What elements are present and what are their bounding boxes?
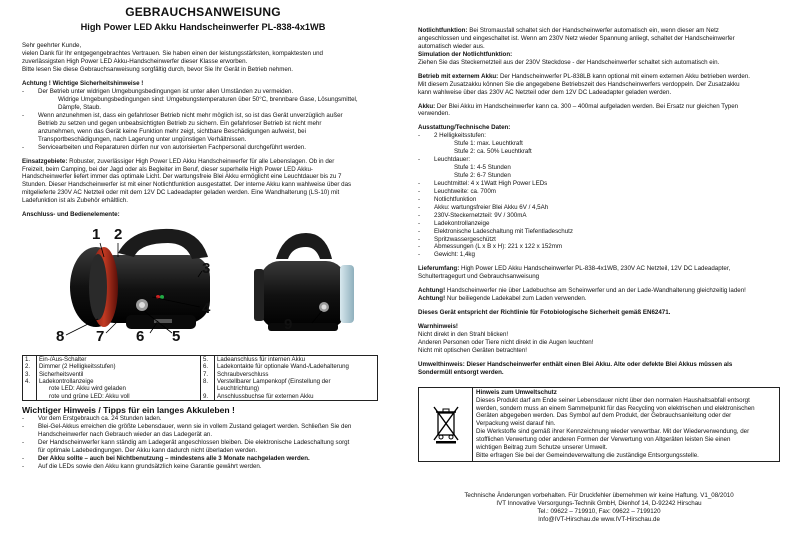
tip-item: - Vor dem Erstgebrauch ca. 24 Stunden laden. xyxy=(22,415,162,423)
intro-salutation: Sehr geehrter Kunde, xyxy=(22,42,82,50)
list-item: - Ladekontrollanzeige xyxy=(418,219,490,227)
callout-7: 7 xyxy=(96,328,105,346)
usage-line: Freizeit, beim Camping, bei der Jagd oder als Begleiter im Beruf, dieser superhelle High Power LED Akku- xyxy=(22,165,313,173)
list-item-sub: Stufe 1: max. Leuchtkraft xyxy=(454,140,523,148)
footer-line: Tel.: 09622 – 719910, Fax: 09622 – 7199120 xyxy=(537,507,661,515)
environment-box-text: Hinweis zum Umweltschutz Dieses Produkt darf am Ende seiner Lebensdauer nicht über den normalen Haushaltsabfall entsorgt werden, sondern muss an einem Sammelpunkt für das Recycling von elektrischen und elektronischen Geräten abgegeben werden. Das Symbol auf dem Produkt, der Gebrauchsanleitung oder der Verpackung weist darauf hin. Die Werkstoffe sind gemäß ihrer Kennzeichnung wieder verwertbar. Mit der Wiederverwendung, der stofflichen Verwertung oder anderen Formen der Verwertung von Altgeräten leisten Sie einen wichtigen Beitrag zum Schutze unserer Umwelt. Bitte erfragen Sie bei der Gemeindeverwaltung die zuständige Entsorgungsstelle. xyxy=(473,388,779,461)
norm-statement: Dieses Gerät entspricht der Richtlinie für Fotobiologische Sicherheit gemäß EN62471. xyxy=(418,309,671,317)
environment-paragraph: Umwelthinweis: Dieser Handscheinwerfer enthält einen Blei Akku. Alte oder defekte Blei Akkus müssen als xyxy=(418,360,733,368)
page-title: GEBRAUCHSANWEISUNG xyxy=(125,5,281,19)
parts-table xyxy=(22,355,378,401)
delivery-line: Schultertragegurt und Gebrauchsanweisung xyxy=(418,273,540,281)
list-item: - Akku: wartungsfreier Blei Akku 6V / 4,5Ah xyxy=(418,203,549,211)
emergency-paragraph: Notlichtfunktion: Bei Stromausfall schaltet sich der Handscheinwerfer automatisch ein, wenn dieser am Netz xyxy=(418,27,719,34)
callout-3: 3 xyxy=(202,260,211,278)
list-item: - Abmessungen (L x B x H): 221 x 122 x 152mm xyxy=(418,243,563,251)
delivery-paragraph: Lieferumfang: High Power LED Akku Handscheinwerfer PL-838-4x1WB, 230V AC Netzteil, 12V DC Ladeadapter, xyxy=(418,265,731,273)
attention-1: Achtung! Handscheinwerfer nie über Ladebuchse am Scheinwerfer und an der Lade-Wandhalterung gleichzeitig laden! xyxy=(418,287,746,295)
battery-line: verwenden. xyxy=(418,110,450,118)
list-item: - Gewicht: 1,4kg xyxy=(418,251,475,259)
attention-2: Achtung! Nur beiliegende Ladekabel zum Laden verwenden. xyxy=(418,295,587,303)
safety-item: - Der Betrieb unter widrigen Umgebungsbedingungen ist unter allen Umständen zu vermeiden. xyxy=(22,88,294,96)
lamp-side-view xyxy=(254,233,354,331)
footer-line: Technische Änderungen vorbehalten. Für Druckfehler übernehmen wir keine Haftung. V1_08/2010 xyxy=(464,492,734,500)
external-battery-line: kann wahlweise über das 230V AC Netzteil oder dem 12V DC Ladeadapter geladen werden. xyxy=(418,88,672,96)
list-item: - 230V-Steckernetzteil: 9V / 300mA xyxy=(418,211,527,219)
intro-line: vielen Dank für Ihr entgegengebrachtes Vertrauen. Sie haben einen der leistungsstärksten, kompaktesten und xyxy=(22,50,323,58)
safety-item-line: anzunehmen, wenn das Gerät keine Funktion mehr zeigt, sichtbare Beschädigungen aufweist, bei xyxy=(38,127,306,135)
list-item-sub: Stufe 2: 6-7 Stunden xyxy=(454,172,511,179)
list-item-sub: Stufe 1: 4-5 Stunden xyxy=(454,164,511,172)
lamp-illustration xyxy=(22,223,382,341)
part-cell-left-text: Ein-/Aus-Schalter Dimmer (2 Helligkeitsstufen) Sicherheitsventil Ladekontrollanzeige rote LED: Akku wird geladen rote und grüne LED: Akku voll xyxy=(37,356,201,401)
usage-line: Handscheinwerfer liefert immer das optimale Licht. Der wartungsfreie Blei Akku ermöglicht eine Leuchtdauer bis zu 7 xyxy=(22,173,342,181)
tip-item-line: Handscheinwerfer nach Gebrauch wieder an das Ladegerät an. xyxy=(38,431,213,439)
page-subtitle: High Power LED Akku Handscheinwerfer PL-838-4x1WB xyxy=(80,21,326,32)
spec-list xyxy=(418,132,780,259)
simulation-line: Ziehen Sie das Steckernetzteil aus der 230V Steckdose - der Handscheinwerfer schaltet sich automatisch ein. xyxy=(418,58,720,66)
callout-4: 4 xyxy=(202,300,211,318)
safety-heading: Achtung ! Wichtige Sicherheitshinweise ! xyxy=(22,80,144,88)
list-item: - Notlichtfunktion xyxy=(418,195,477,203)
list-item: - Leuchtmittel: 4 x 1Watt High Power LEDs xyxy=(418,179,548,187)
callout-2: 2 xyxy=(114,226,123,244)
safety-item-line: Transportbeschädigungen, nach Lagerung unter ungünstigen Verhältnissen. xyxy=(38,135,247,143)
list-item-sub: Stufe 2: ca. 50% Leuchtkraft xyxy=(454,148,532,156)
usage-paragraph: Einsatzgebiete: Robuster, zuverlässiger High Power LED Akku Handscheinwerfer für alle Lebenslagen. Ob in der xyxy=(22,157,335,165)
lamp-front-view xyxy=(70,229,210,329)
safety-item: - Wenn anzunehmen ist, dass ein gefahrloser Betrieb nicht mehr möglich ist, so ist das Gerät unverzüglich außer xyxy=(22,111,343,119)
tip-item: - Auf die LEDs sowie den Akku kann grundsätzlich keine Garantie gewährt werden. xyxy=(22,462,262,470)
weee-bin-icon xyxy=(419,388,473,461)
spec-heading: Ausstattung/Technische Daten: xyxy=(418,124,511,132)
usage-line: mitgelieferte 230V AC Netzteil oder mit dem 12V DC Ladeadapter geladen werden. Eine Wandhalterung (LS-10) mit xyxy=(22,189,340,197)
left-column xyxy=(22,6,384,471)
warning-line: Anderen Personen oder Tiere nicht direkt in die Augen leuchten! xyxy=(418,338,594,346)
warning-line: Nicht mit optischen Geräten betrachten! xyxy=(418,346,528,354)
safety-item-line: Dämpfe, Staub. xyxy=(58,103,101,111)
tip-item-line: für optimale Ladebedingungen. Der Akku kann dadurch nicht überladen werden. xyxy=(38,447,258,455)
list-item: - 2 Helligkeitsstufen: xyxy=(418,132,486,140)
controls-heading: Anschluss- und Bedienelemente: xyxy=(22,211,120,219)
intro-line: Bitte lesen Sie diese Gebrauchsanweisung sorgfältig durch, bevor Sie Ihr Gerät in Betrieb nehmen. xyxy=(22,66,294,74)
emergency-line: angeschlossen und eingeschaltet ist. Wenn am 230V Netz wieder Spannung anliegt, schaltet der Handscheinwerfer xyxy=(418,34,735,42)
footer-line: Info@IVT-Hirschau.de www.IVT-Hirschau.de xyxy=(538,515,660,523)
part-cell-right: 5. 6. 7. 8. 9. xyxy=(201,356,215,401)
table-row xyxy=(23,356,378,401)
tips-heading: Wichtiger Hinweis / Tipps für ein langes Akkuleben ! xyxy=(22,405,235,415)
environment-box-heading: Hinweis zum Umweltschutz xyxy=(476,388,557,396)
tip-item: - Blei-Gel-Akkus erreichen die größte Lebensdauer, wenn sie in vollem Zustand gelagert werden. Schließen Sie den xyxy=(22,423,352,431)
callout-9: 9 xyxy=(284,316,293,334)
list-item: - Elektronische Ladeschaltung mit Tiefentladeschutz xyxy=(418,227,573,235)
emergency-line: automatisch wieder aus. xyxy=(418,42,485,50)
warning-line: Nicht direkt in den Strahl blicken! xyxy=(418,330,509,338)
tip-item: - Der Handscheinwerfer kann ständig am Ladegerät angeschlossen bleiben. Die elektronische Ladeschaltung sorgt xyxy=(22,439,350,447)
safety-item-line: Widrige Umgebungsbedingungen sind: Umgebungstemperaturen über 50°C, brennbare Gase, Lösungsmittel, xyxy=(58,96,358,103)
part-cell-right-text: Ladeanschluss für internen Akku Ladekontakte für optionale Wand-/Ladehalterung Schraubverschluss Verstellbarer Lampenkopf (Einstellung der Leuchtrichtung) Anschlussbuchse für externen Akku xyxy=(215,356,378,401)
list-item: - Leuchtweite: ca. 700m xyxy=(418,187,496,195)
usage-line: Stunden. Dieser Handscheinwerfer ist mit einer Notlichtfunktion ausgestattet. Der interne Akku kann wahlweise über das xyxy=(22,181,352,189)
tip-item: - Der Akku sollte – auch bei Nichtbenutzung – mindestens alle 3 Monate nachgeladen werden. xyxy=(22,455,310,462)
list-item: - Spritzwassergeschützt xyxy=(418,235,496,243)
footer xyxy=(418,492,780,524)
footer-line: IVT Innovative Versorgungs-Technik GmbH, Dienhof 14, D-92242 Hirschau xyxy=(496,500,702,507)
intro-line: zuverlässigsten High Power LED Akku-Handscheinwerfer dieser Klasse erworben. xyxy=(22,58,248,66)
safety-item: - Servicearbeiten und Reparaturen dürfen nur von autorisierten Fachpersonal durchgeführt werden. xyxy=(22,143,306,151)
usage-line: Ladefunktion ist als Zubehör erhältlich. xyxy=(22,197,128,205)
environment-box xyxy=(418,387,780,462)
right-column xyxy=(418,27,780,524)
battery-paragraph: Akku: Der Blei Akku im Handscheinwerfer kann ca. 300 – 400mal aufgeladen werden. Bei Ersatz nur gleichen Typen xyxy=(418,102,739,110)
warning-heading: Warnhinweis! xyxy=(418,323,458,330)
callout-5: 5 xyxy=(172,328,181,346)
part-cell-left: 1. 2. 3. 4. xyxy=(23,356,37,401)
safety-item-line: Betrieb zu setzen und gegen unbeabsichtigten Betrieb zu sichern. Ein gefahrloser Betrieb ist nicht mehr xyxy=(38,119,322,127)
callout-6: 6 xyxy=(136,328,145,346)
simulation-heading: Simulation der Notlichtfunktion: xyxy=(418,50,513,58)
external-battery-line: Mit diesem Zusatzakku können Sie die angegebene Betriebszeit des Handscheinwerfers verdoppeln. Der Zusatzakku xyxy=(418,80,740,88)
callout-8: 8 xyxy=(56,328,65,346)
product-figure xyxy=(22,223,384,346)
environment-line: Sondermüll entsorgt werden. xyxy=(418,368,504,376)
callout-1: 1 xyxy=(92,226,101,244)
external-battery-paragraph: Betrieb mit externem Akku: Der Handscheinwerfer PL-838LB kann optional mit einem externen Akku betrieben werden. xyxy=(418,72,751,80)
list-item: - Leuchtdauer: xyxy=(418,156,471,164)
